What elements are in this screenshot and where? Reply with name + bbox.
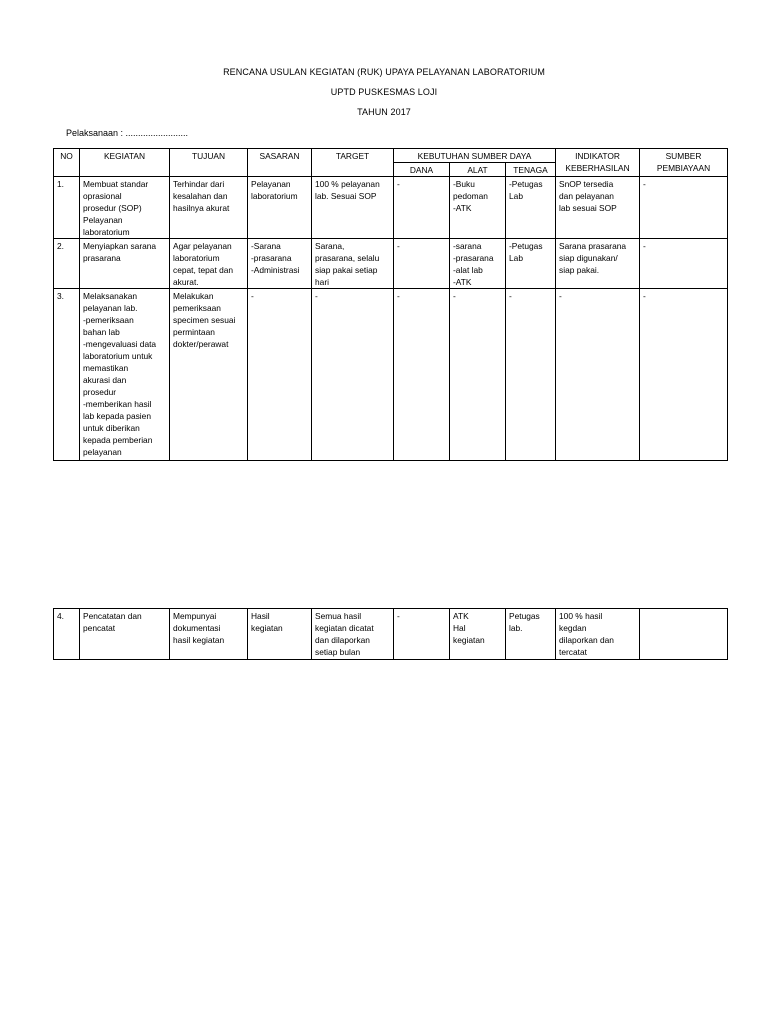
cell-line: prosedur bbox=[83, 387, 117, 397]
cell-dana: - bbox=[394, 177, 450, 239]
cell-line: permintaan bbox=[173, 327, 215, 337]
cell-alat bbox=[450, 609, 506, 660]
cell-line: Petugas bbox=[509, 611, 540, 621]
cell-line: lab sesuai SOP bbox=[559, 203, 617, 213]
cell-line: pelayanan bbox=[83, 447, 122, 457]
col-header-indikator-line1: INDIKATOR bbox=[575, 151, 620, 161]
cell-line: SnOP tersedia bbox=[559, 179, 614, 189]
col-header-tujuan: TUJUAN bbox=[170, 149, 248, 177]
cell-sumber: - bbox=[640, 177, 728, 239]
cell-line: kegdan bbox=[559, 623, 587, 633]
cell-line: pemeriksaan bbox=[173, 303, 221, 313]
cell-line: pedoman bbox=[453, 191, 488, 201]
document-title: RENCANA USULAN KEGIATAN (RUK) UPAYA PELAYANAN LABORATORIUM bbox=[223, 67, 545, 77]
cell-line: Semua hasil bbox=[315, 611, 362, 621]
cell-line: kegiatan bbox=[251, 623, 283, 633]
cell-dana: - bbox=[394, 239, 450, 289]
cell-line: -pemeriksaan bbox=[83, 315, 134, 325]
cell-line: dokumentasi bbox=[173, 623, 221, 633]
cell-line: Sarana prasarana bbox=[559, 241, 627, 251]
cell-line: -Administrasi bbox=[251, 265, 300, 275]
cell-line: - bbox=[251, 291, 254, 301]
cell-line: siap pakai setiap bbox=[315, 265, 378, 275]
cell-line: -prasarana bbox=[453, 253, 494, 263]
cell-line: dan dilaporkan bbox=[315, 635, 370, 645]
cell-line: siap pakai. bbox=[559, 265, 600, 275]
cell-line: - bbox=[509, 291, 512, 301]
cell-kegiatan bbox=[80, 289, 170, 461]
cell-target bbox=[312, 239, 394, 289]
cell-line: laboratorium bbox=[251, 191, 298, 201]
document-subtitle: UPTD PUSKESMAS LOJI bbox=[330, 87, 438, 97]
cell-line: pencatat bbox=[83, 623, 116, 633]
cell-line: Sarana, bbox=[315, 241, 345, 251]
col-header-kebutuhan: KEBUTUHAN SUMBER DAYA bbox=[394, 149, 556, 163]
cell-line: Lab bbox=[509, 191, 523, 201]
cell-kegiatan bbox=[80, 177, 170, 239]
cell-line: lab kepada pasien bbox=[83, 411, 151, 421]
cell-line: Mempunyai bbox=[173, 611, 217, 621]
cell-target bbox=[312, 609, 394, 660]
cell-line: kepada pemberian bbox=[83, 435, 153, 445]
col-header-sumber bbox=[640, 149, 728, 177]
cell-line: Lab bbox=[509, 253, 523, 263]
ruk-table bbox=[53, 148, 728, 461]
cell-line: Terhindar dari bbox=[173, 179, 225, 189]
cell-line: cepat, tepat dan bbox=[173, 265, 234, 275]
cell-line: -Buku bbox=[453, 179, 475, 189]
cell-line: dokter/perawat bbox=[173, 339, 229, 349]
cell-line: untuk diberikan bbox=[83, 423, 140, 433]
cell-kegiatan bbox=[80, 609, 170, 660]
cell-line: Pelayanan bbox=[251, 179, 291, 189]
cell-sasaran bbox=[248, 177, 312, 239]
cell-target bbox=[312, 177, 394, 239]
cell-line: -ATK bbox=[453, 277, 472, 287]
col-header-target: TARGET bbox=[312, 149, 394, 177]
cell-alat bbox=[450, 177, 506, 239]
cell-indikator bbox=[556, 609, 640, 660]
cell-line: Membuat standar bbox=[83, 179, 149, 189]
cell-line: - bbox=[453, 291, 456, 301]
cell-line: akurasi dan bbox=[83, 375, 127, 385]
cell-line: laboratorium untuk bbox=[83, 351, 153, 361]
cell-line: Hal bbox=[453, 623, 466, 633]
cell-line: specimen sesuai bbox=[173, 315, 236, 325]
cell-line: setiap bulan bbox=[315, 647, 361, 657]
cell-line: Pelayanan bbox=[83, 215, 123, 225]
col-header-indikator-line2: KEBERHASILAN bbox=[565, 163, 630, 173]
cell-no: 4. bbox=[54, 609, 80, 660]
cell-line: 100 % pelayanan bbox=[315, 179, 380, 189]
cell-sumber: - bbox=[640, 239, 728, 289]
table-row bbox=[54, 289, 728, 461]
cell-line: - bbox=[559, 291, 562, 301]
cell-line: -Petugas bbox=[509, 179, 543, 189]
cell-line: -sarana bbox=[453, 241, 482, 251]
col-header-tenaga: TENAGA bbox=[506, 163, 556, 177]
cell-no: 3. bbox=[54, 289, 80, 461]
cell-line: Menyiapkan sarana bbox=[83, 241, 157, 251]
cell-line: oprasional bbox=[83, 191, 122, 201]
cell-tujuan bbox=[170, 239, 248, 289]
col-header-dana: DANA bbox=[394, 163, 450, 177]
cell-line: Melaksanakan bbox=[83, 291, 138, 301]
cell-indikator bbox=[556, 177, 640, 239]
cell-line: -alat lab bbox=[453, 265, 483, 275]
cell-dana: - bbox=[394, 609, 450, 660]
cell-line: hasilnya akurat bbox=[173, 203, 230, 213]
cell-line: tercatat bbox=[559, 647, 587, 657]
cell-line: laboratorium bbox=[173, 253, 220, 263]
cell-line: hasil kegiatan bbox=[173, 635, 225, 645]
table-header-row bbox=[54, 149, 728, 163]
cell-line: -prasarana bbox=[251, 253, 292, 263]
cell-no: 2. bbox=[54, 239, 80, 289]
cell-line: akurat. bbox=[173, 277, 199, 287]
cell-tenaga bbox=[506, 289, 556, 461]
cell-tenaga bbox=[506, 177, 556, 239]
cell-indikator bbox=[556, 289, 640, 461]
cell-line: dilaporkan dan bbox=[559, 635, 614, 645]
cell-line: siap digunakan/ bbox=[559, 253, 618, 263]
col-header-alat: ALAT bbox=[450, 163, 506, 177]
cell-sasaran bbox=[248, 239, 312, 289]
cell-line: lab. bbox=[509, 623, 523, 633]
cell-line: ATK bbox=[453, 611, 469, 621]
col-header-no: NO bbox=[54, 149, 80, 177]
cell-line: prosedur (SOP) bbox=[83, 203, 142, 213]
cell-line: -ATK bbox=[453, 203, 472, 213]
cell-sumber: - bbox=[640, 289, 728, 461]
cell-line: - bbox=[315, 291, 318, 301]
cell-alat bbox=[450, 239, 506, 289]
ruk-table-continued bbox=[53, 608, 728, 660]
cell-tujuan bbox=[170, 177, 248, 239]
cell-dana: - bbox=[394, 289, 450, 461]
cell-line: memastikan bbox=[83, 363, 129, 373]
cell-line: Pencatatan dan bbox=[83, 611, 142, 621]
table-row bbox=[54, 177, 728, 239]
cell-line: kesalahan dan bbox=[173, 191, 228, 201]
table-row bbox=[54, 239, 728, 289]
cell-indikator bbox=[556, 239, 640, 289]
cell-line: hari bbox=[315, 277, 329, 287]
cell-kegiatan bbox=[80, 239, 170, 289]
col-header-kegiatan: KEGIATAN bbox=[80, 149, 170, 177]
cell-tujuan bbox=[170, 289, 248, 461]
cell-sumber bbox=[640, 609, 728, 660]
cell-tujuan bbox=[170, 609, 248, 660]
cell-line: kegiatan bbox=[453, 635, 485, 645]
table-row bbox=[54, 609, 728, 660]
cell-line: pelayanan lab. bbox=[83, 303, 138, 313]
cell-line: prasarana, selalu bbox=[315, 253, 380, 263]
cell-line: Hasil bbox=[251, 611, 270, 621]
cell-alat bbox=[450, 289, 506, 461]
col-header-indikator bbox=[556, 149, 640, 177]
cell-line: Melakukan bbox=[173, 291, 214, 301]
cell-line: 100 % hasil bbox=[559, 611, 603, 621]
cell-line: lab. Sesuai SOP bbox=[315, 191, 377, 201]
cell-sasaran bbox=[248, 289, 312, 461]
cell-line: Agar pelayanan bbox=[173, 241, 232, 251]
cell-tenaga bbox=[506, 609, 556, 660]
cell-line: bahan lab bbox=[83, 327, 120, 337]
cell-line: -Petugas bbox=[509, 241, 543, 251]
cell-target bbox=[312, 289, 394, 461]
cell-line: -memberikan hasil bbox=[83, 399, 152, 409]
col-header-sumber-line1: SUMBER bbox=[665, 151, 702, 161]
cell-line: -mengevaluasi data bbox=[83, 339, 157, 349]
cell-sasaran bbox=[248, 609, 312, 660]
cell-no: 1. bbox=[54, 177, 80, 239]
cell-line: prasarana bbox=[83, 253, 121, 263]
cell-line: kegiatan dicatat bbox=[315, 623, 374, 633]
col-header-sumber-line2: PEMBIAYAAN bbox=[656, 163, 711, 173]
pelaksanaan-label: Pelaksanaan : ......................... bbox=[66, 128, 189, 138]
cell-line: -Sarana bbox=[251, 241, 281, 251]
col-header-sasaran: SASARAN bbox=[248, 149, 312, 177]
cell-line: dan pelayanan bbox=[559, 191, 614, 201]
cell-tenaga bbox=[506, 239, 556, 289]
cell-line: laboratorium bbox=[83, 227, 130, 237]
document-year: TAHUN 2017 bbox=[357, 107, 411, 117]
